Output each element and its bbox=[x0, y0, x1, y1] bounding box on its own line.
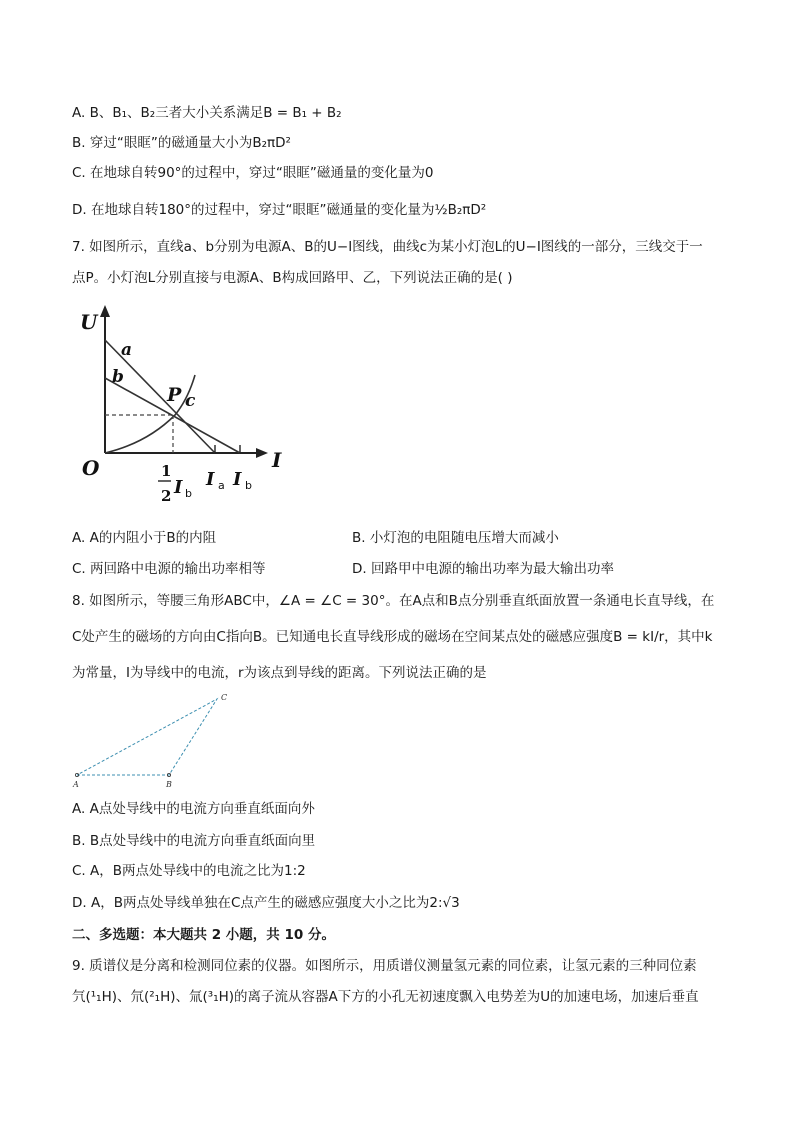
q9-stem-line2: 氕(¹₁H)、氘(²₁H)、氚(³₁H)的离子流从容器A下方的小孔无初速度飘入电势差为U的加速电场，加速后垂直 bbox=[72, 989, 699, 1005]
section-2-heading: 二、多选题：本大题共 2 小题，共 10 分。 bbox=[72, 927, 335, 943]
sub-ib: b bbox=[245, 479, 252, 492]
vertex-c-label: C bbox=[221, 693, 228, 702]
label-ia: I bbox=[206, 469, 215, 490]
q9-stem-line1: 9. 质谱仪是分离和检测同位素的仪器。如图所示，用质谱仪测量氢元素的同位素，让氢元素的三种同位素 bbox=[72, 958, 697, 974]
axis-u-label: U bbox=[80, 310, 98, 334]
q7-stem-line1: 7. 如图所示，直线a、b分别为电源A、B的U−I图线，曲线c为某小灯泡L的U−I图线的一部分，三线交于一 bbox=[72, 239, 703, 255]
label-b: b bbox=[112, 367, 124, 387]
half-numerator: 1 bbox=[161, 462, 172, 480]
half-denominator: 2 bbox=[161, 487, 172, 505]
q6-option-b: B. 穿过“眼眶”的磁通量大小为B₂πD² bbox=[72, 135, 291, 151]
sub-ib-half: b bbox=[185, 487, 192, 500]
q8-stem-line2: C处产生的磁场的方向由C指向B。已知通电长直导线形成的磁场在空间某点处的磁感应强度B = kI/r，其中k bbox=[72, 629, 713, 645]
vertex-b-label: B bbox=[166, 780, 172, 789]
label-p: P bbox=[167, 384, 182, 406]
q8-stem-line3: 为常量，I为导线中的电流，r为该点到导线的距离。下列说法正确的是 bbox=[72, 665, 487, 681]
q7-option-a: A. A的内阻小于B的内阻 bbox=[72, 530, 217, 546]
label-c: c bbox=[185, 391, 196, 411]
q7-option-c: C. 两回路中电源的输出功率相等 bbox=[72, 561, 266, 577]
q8-triangle-figure bbox=[70, 690, 240, 790]
q7-option-b: B. 小灯泡的电阻随电压增大而减小 bbox=[352, 530, 559, 546]
q8-option-a: A. A点处导线中的电流方向垂直纸面向外 bbox=[72, 801, 315, 817]
triangle-abc bbox=[77, 699, 217, 775]
label-ib-half: I bbox=[174, 477, 183, 498]
label-a: a bbox=[121, 340, 133, 360]
q6-option-d: D. 在地球自转180°的过程中，穿过“眼眶”磁通量的变化量为½B₂πD² bbox=[72, 202, 487, 218]
q7-stem-line2: 点P。小灯泡L分别直接与电源A、B构成回路甲、乙，下列说法正确的是( ) bbox=[72, 270, 513, 286]
vertex-a-label: A bbox=[73, 780, 79, 789]
label-ib: I bbox=[233, 469, 242, 490]
origin-label: O bbox=[82, 456, 100, 480]
sub-ia: a bbox=[218, 479, 225, 492]
q6-option-c: C. 在地球自转90°的过程中，穿过“眼眶”磁通量的变化量为0 bbox=[72, 165, 434, 181]
q6-option-a: A. B、B₁、B₂三者大小关系满足B = B₁ + B₂ bbox=[72, 105, 342, 121]
q8-option-b: B. B点处导线中的电流方向垂直纸面向里 bbox=[72, 833, 316, 849]
axis-i-label: I bbox=[272, 448, 282, 472]
q8-option-c: C. A，B两点处导线中的电流之比为1:2 bbox=[72, 863, 306, 879]
q8-option-d: D. A，B两点处导线单独在C点产生的磁感应强度大小之比为2:√3 bbox=[72, 895, 460, 911]
q7-ui-graph bbox=[72, 303, 287, 513]
q7-option-d: D. 回路甲中电源的输出功率为最大输出功率 bbox=[352, 561, 614, 577]
q8-stem-line1: 8. 如图所示，等腰三角形ABC中，∠A = ∠C = 30°。在A点和B点分别垂直纸面放置一条通电长直导线，在 bbox=[72, 593, 715, 609]
